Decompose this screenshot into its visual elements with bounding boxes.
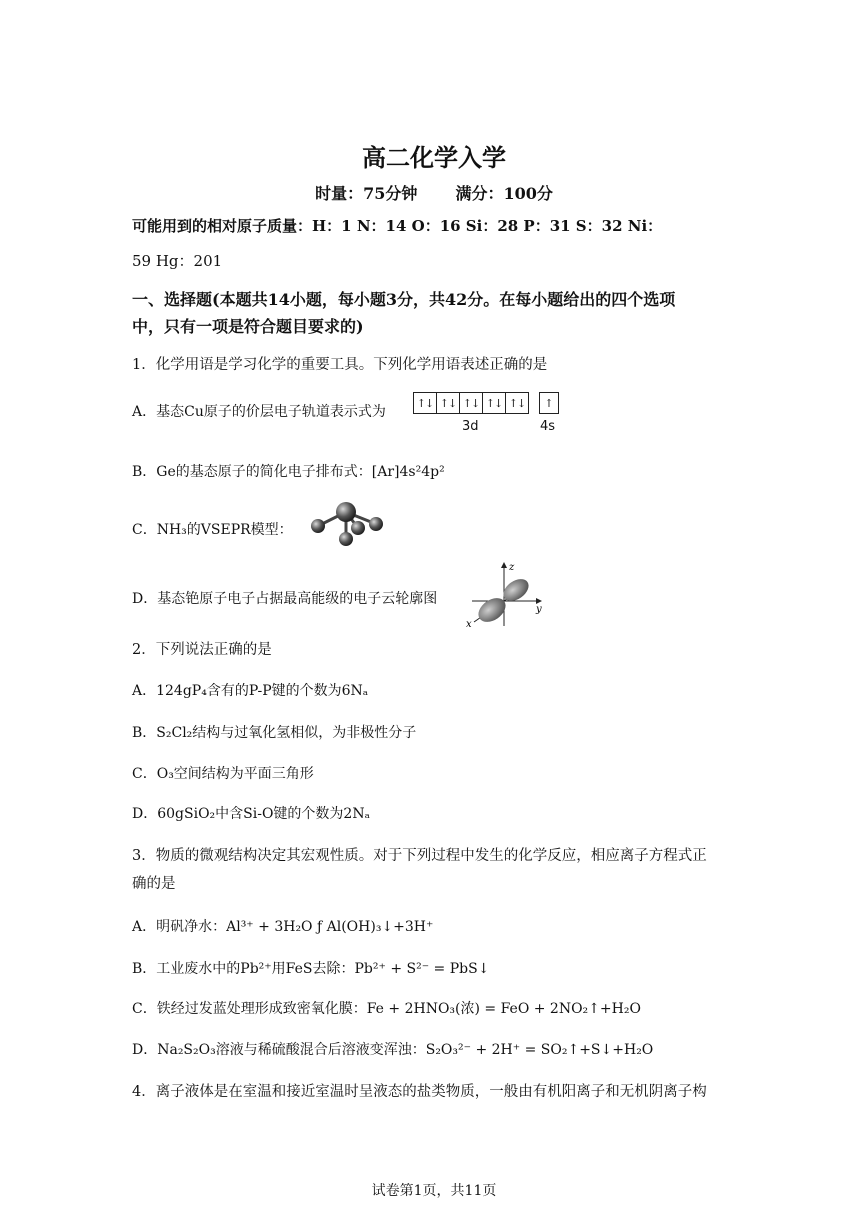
orbital-3d-cell: ↑↓	[483, 393, 506, 413]
q1-option-b	[132, 461, 445, 481]
q3-option-d: D．Na₂S₂O₃溶液与稀硫酸混合后溶液变浑浊：S₂O₃²⁻ + 2H⁺ = SO₂↑+S↓+H₂O	[132, 1042, 654, 1058]
q3-stem-line-2: 确的是	[132, 876, 176, 892]
q3-option-c: C．铁经过发蓝处理形成致密氧化膜：Fe + 2HNO₃(浓) = FeO + 2NO₂↑+H₂O	[132, 1001, 641, 1017]
axis-y-label: y	[536, 604, 542, 615]
q1-option-b-text: B．Ge的基态原子的简化电子排布式：	[132, 464, 372, 480]
orbital-3d-box	[413, 392, 529, 414]
atomic-mass-line-2: 59 Hg：201	[132, 252, 223, 270]
orbital-3d-cell: ↑↓	[437, 393, 460, 413]
orbital-4s-box: ↑	[539, 392, 559, 414]
page-title: 高二化学入学	[362, 144, 506, 172]
time-label: 时量：75分钟	[315, 184, 418, 203]
q1-option-b-formula: [Ar]4s²4p²	[371, 464, 445, 480]
score-label: 满分：100分	[455, 184, 553, 203]
q2-option-d: D．60gSiO₂中含Si-O键的个数为2Nₐ	[132, 806, 370, 822]
q1-option-d: D．基态铯原子电子占据最高能级的电子云轮廓图	[132, 591, 438, 607]
q3-option-a: A．明矾净水：Al³⁺ + 3H₂O ƒ Al(OH)₃↓+3H⁺	[132, 919, 434, 935]
q2-stem: 2．下列说法正确的是	[132, 642, 272, 658]
axis-z-label: z	[509, 562, 515, 573]
q1-stem: 1．化学用语是学习化学的重要工具。下列化学用语表述正确的是	[132, 357, 548, 373]
section-heading-line-1: 一、选择题(本题共14小题，每小题3分，共42分。在每小题给出的四个选项	[132, 290, 676, 309]
axis-x-label: x	[466, 619, 472, 630]
q1-option-a: A．基态Cu原子的价层电子轨道表示式为	[132, 404, 386, 420]
q2-option-b: B．S₂Cl₂结构与过氧化氢相似，为非极性分子	[132, 725, 417, 741]
orbital-3d-cell: ↑↓	[508, 396, 526, 410]
electron-cloud-image	[464, 560, 548, 630]
orbital-3d-cell: ↑↓	[414, 393, 437, 413]
vsepr-model-image	[306, 500, 388, 548]
orbital-label-3d: 3d	[462, 419, 479, 434]
section-heading-line-2: 中，只有一项是符合题目要求的)	[132, 317, 364, 336]
q1-option-c: C．NH₃的VSEPR模型：	[132, 522, 293, 538]
q3-option-b: B．工业废水中的Pb²⁺用FeS去除：Pb²⁺ + S²⁻ = PbS↓	[132, 961, 490, 977]
atomic-mass-line-1: 可能用到的相对原子质量：H：1 N：14 O：16 Si：28 P：31 S：32 Ni：	[132, 217, 663, 235]
q4-stem: 4．离子液体是在室温和接近室温时呈液态的盐类物质，一般由有机阳离子和无机阴离子构	[132, 1084, 707, 1100]
page-footer: 试卷第1页，共11页	[371, 1183, 497, 1199]
q3-stem-line-1: 3．物质的微观结构决定其宏观性质。对于下列过程中发生的化学反应，相应离子方程式正	[132, 848, 707, 864]
q2-option-a: A．124gP₄含有的P-P键的个数为6Nₐ	[132, 683, 369, 699]
exam-meta	[0, 181, 868, 204]
q2-option-c: C．O₃空间结构为平面三角形	[132, 766, 314, 782]
orbital-label-4s: 4s	[540, 419, 556, 434]
orbital-3d-cell: ↑↓	[460, 393, 483, 413]
